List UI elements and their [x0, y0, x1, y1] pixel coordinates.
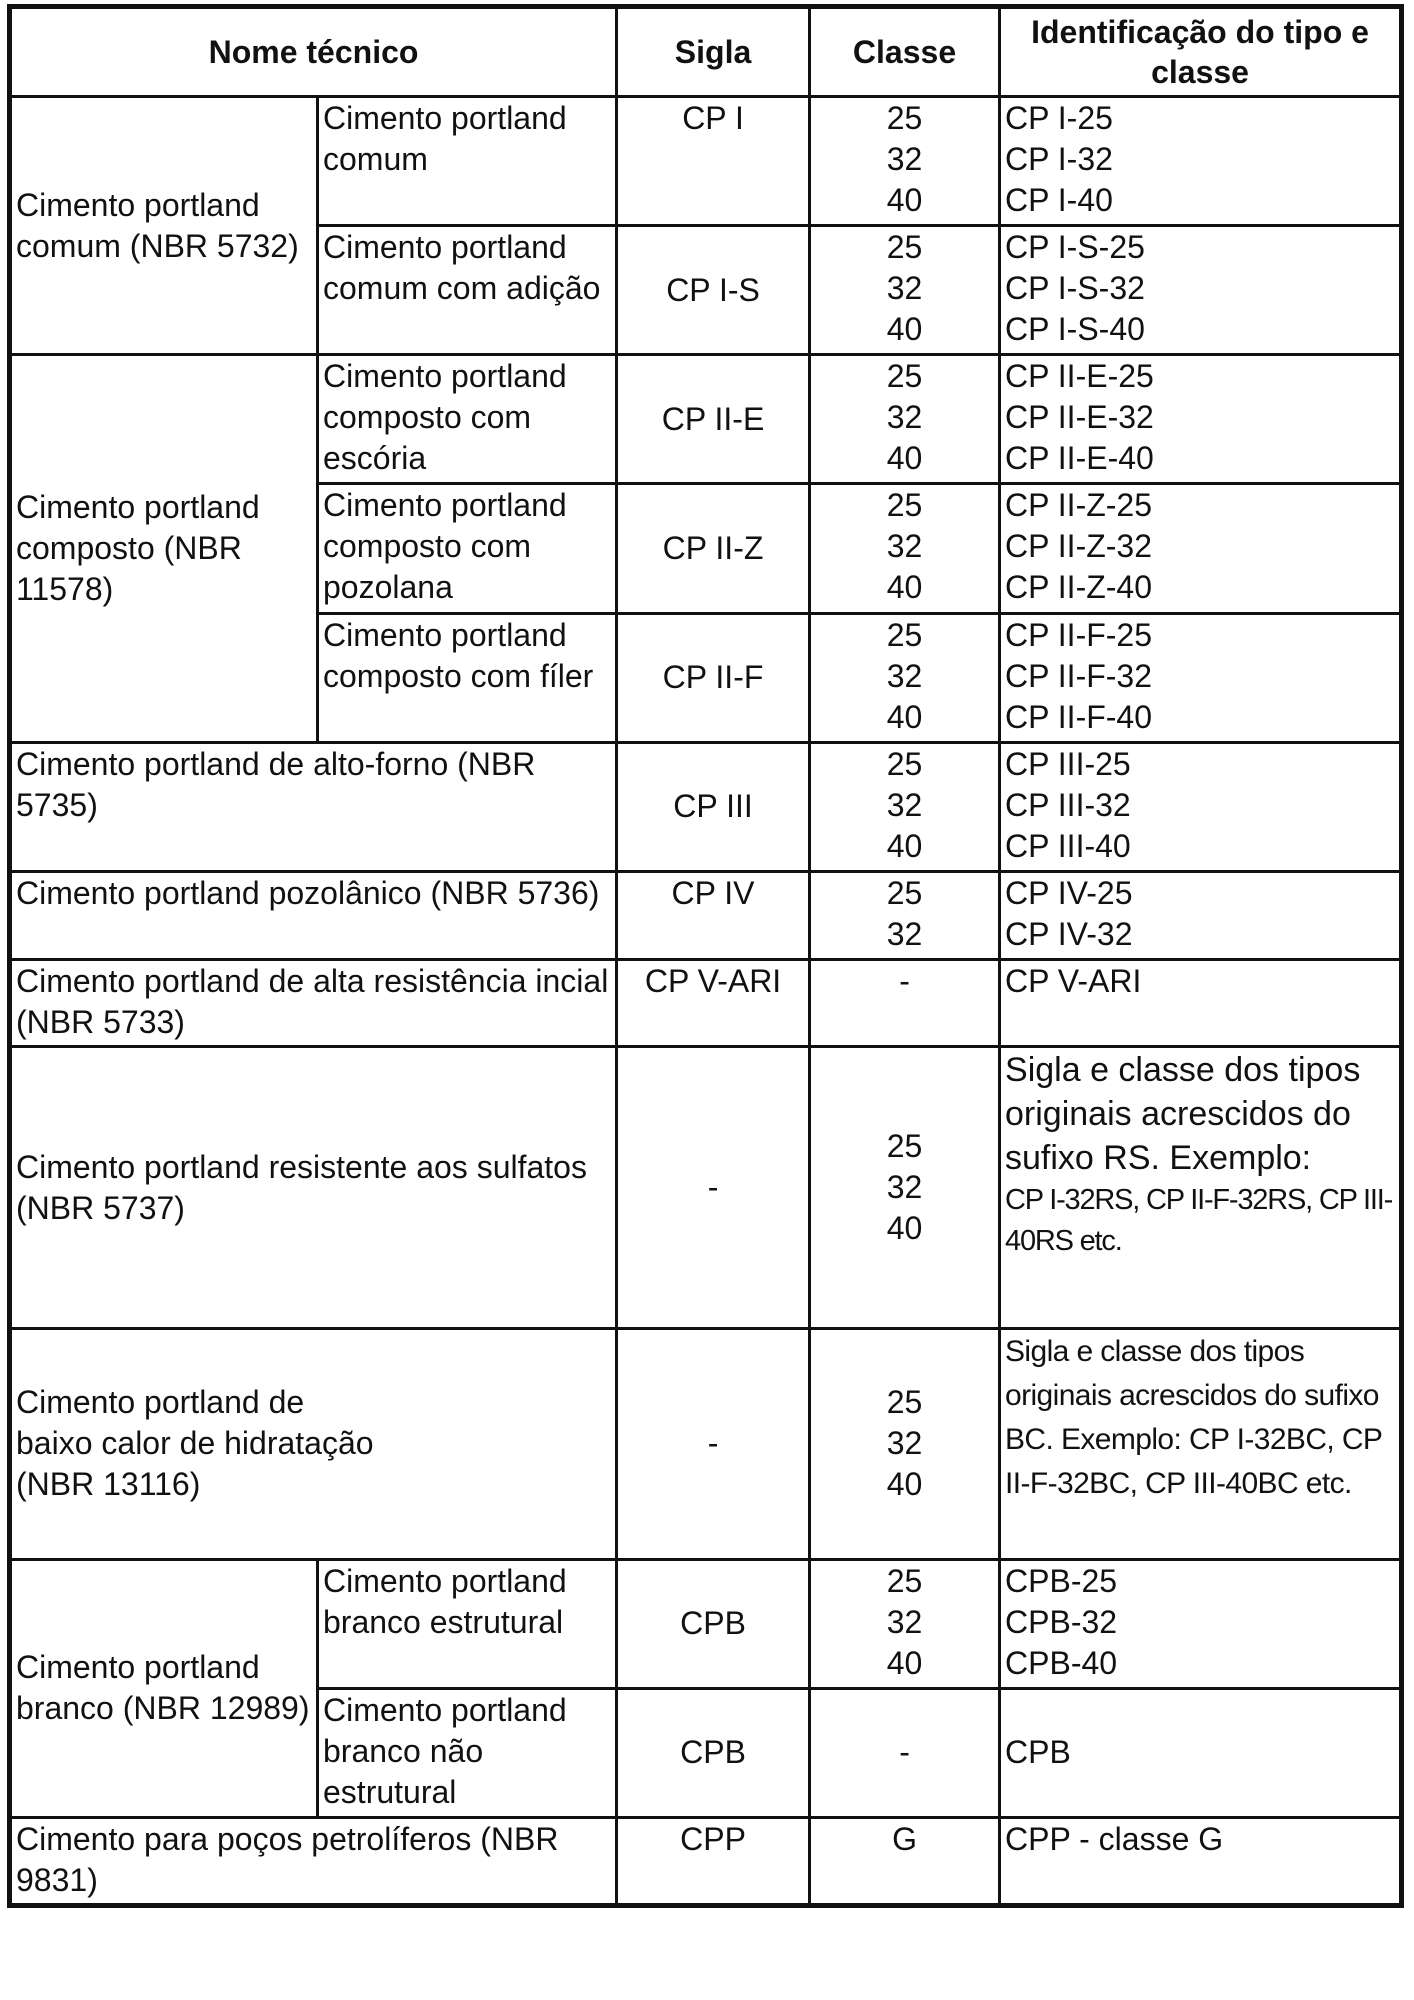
classe-cell: 25 32 40 [810, 355, 1000, 484]
table-row [10, 97, 1402, 226]
type-name-cell: Cimento portland de alto-forno (NBR 5735) [10, 742, 617, 871]
sigla-cell: CP IV [617, 871, 810, 959]
sigla-cell: CPP [617, 1817, 810, 1905]
classe-cell: 25 32 40 [810, 1329, 1000, 1559]
sigla-cell: CP V-ARI [617, 959, 810, 1046]
sigla-cell: CPB [617, 1688, 810, 1817]
header-nome-tecnico: Nome técnico [10, 7, 617, 97]
classe-cell: 25 32 40 [810, 613, 1000, 742]
classe-cell: 25 32 40 [810, 97, 1000, 226]
cement-types-table [7, 4, 1404, 1908]
identificacao-cell: CP II-Z-25 CP II-Z-32 CP II-Z-40 [1000, 484, 1402, 613]
classe-cell: 25 32 40 [810, 226, 1000, 355]
group-name-cell: Cimento portland comum (NBR 5732) [10, 97, 318, 355]
identificacao-cell: CP II-E-25 CP II-E-32 CP II-E-40 [1000, 355, 1402, 484]
table-row [10, 1329, 1402, 1559]
subtype-name-cell: Cimento portland composto com escória [318, 355, 617, 484]
identificacao-cell: CPB [1000, 1688, 1402, 1817]
identificacao-cell: CP V-ARI [1000, 959, 1402, 1046]
classe-cell: 25 32 [810, 871, 1000, 959]
type-name-cell: Cimento portland de alta resistência incial (NBR 5733) [10, 959, 617, 1046]
classe-cell: 25 32 40 [810, 1047, 1000, 1329]
table-row [10, 871, 1402, 959]
table-row [10, 959, 1402, 1046]
group-name-cell: Cimento portland composto (NBR 11578) [10, 355, 318, 742]
sigla-cell: CPB [617, 1559, 810, 1688]
classe-cell: G [810, 1817, 1000, 1905]
classe-cell: - [810, 1688, 1000, 1817]
header-identificacao: Identificação do tipo e classe [1000, 7, 1402, 97]
identificacao-cell: CP IV-25 CP IV-32 [1000, 871, 1402, 959]
identificacao-cell [1000, 1047, 1402, 1329]
sigla-cell: - [617, 1047, 810, 1329]
subtype-name-cell: Cimento portland branco estrutural [318, 1559, 617, 1688]
header-classe: Classe [810, 7, 1000, 97]
sigla-cell: CP I [617, 97, 810, 226]
identificacao-cell: CP II-F-25 CP II-F-32 CP II-F-40 [1000, 613, 1402, 742]
subtype-name-cell: Cimento portland comum com adição [318, 226, 617, 355]
subtype-name-cell: Cimento portland composto com fíler [318, 613, 617, 742]
header-sigla: Sigla [617, 7, 810, 97]
group-name-cell: Cimento portland branco (NBR 12989) [10, 1559, 318, 1817]
identificacao-cell: CP I-S-25 CP I-S-32 CP I-S-40 [1000, 226, 1402, 355]
subtype-name-cell: Cimento portland comum [318, 97, 617, 226]
subtype-name-cell: Cimento portland composto com pozolana [318, 484, 617, 613]
type-name-cell: Cimento portland pozolânico (NBR 5736) [10, 871, 617, 959]
sigla-cell: CP II-Z [617, 484, 810, 613]
identificacao-cell: CPB-25 CPB-32 CPB-40 [1000, 1559, 1402, 1688]
sigla-cell: CP II-F [617, 613, 810, 742]
suffix-description: Sigla e classe dos tipos originais acrescidos do sufixo RS. Exemplo: [1005, 1051, 1361, 1177]
cement-types-table-page [7, 4, 1399, 1908]
identificacao-cell: CP III-25 CP III-32 CP III-40 [1000, 742, 1402, 871]
table-row [10, 1559, 1402, 1688]
header-row [10, 7, 1402, 97]
identificacao-cell: CPP - classe G [1000, 1817, 1402, 1905]
sigla-cell: CP II-E [617, 355, 810, 484]
classe-cell: - [810, 959, 1000, 1046]
type-name-cell: Cimento portland de baixo calor de hidratação (NBR 13116) [10, 1329, 617, 1559]
table-row [10, 742, 1402, 871]
type-name-cell: Cimento para poços petrolíferos (NBR 9831) [10, 1817, 617, 1905]
table-row [10, 1047, 1402, 1329]
classe-cell: 25 32 40 [810, 484, 1000, 613]
table-row [10, 1817, 1402, 1905]
identificacao-cell: CP I-25 CP I-32 CP I-40 [1000, 97, 1402, 226]
sigla-cell: - [617, 1329, 810, 1559]
classe-cell: 25 32 40 [810, 742, 1000, 871]
sigla-cell: CP I-S [617, 226, 810, 355]
subtype-name-cell: Cimento portland branco não estrutural [318, 1688, 617, 1817]
table-row [10, 355, 1402, 484]
identificacao-cell: Sigla e classe dos tipos originais acrescidos do sufixo BC. Exemplo: CP I-32BC, CP II-F-32BC, CP III-40BC etc. [1000, 1329, 1402, 1559]
sigla-cell: CP III [617, 742, 810, 871]
classe-cell: 25 32 40 [810, 1559, 1000, 1688]
suffix-example: CP I-32RS, CP II-F-32RS, CP III-40RS etc. [1005, 1184, 1393, 1257]
type-name-cell: Cimento portland resistente aos sulfatos (NBR 5737) [10, 1047, 617, 1329]
